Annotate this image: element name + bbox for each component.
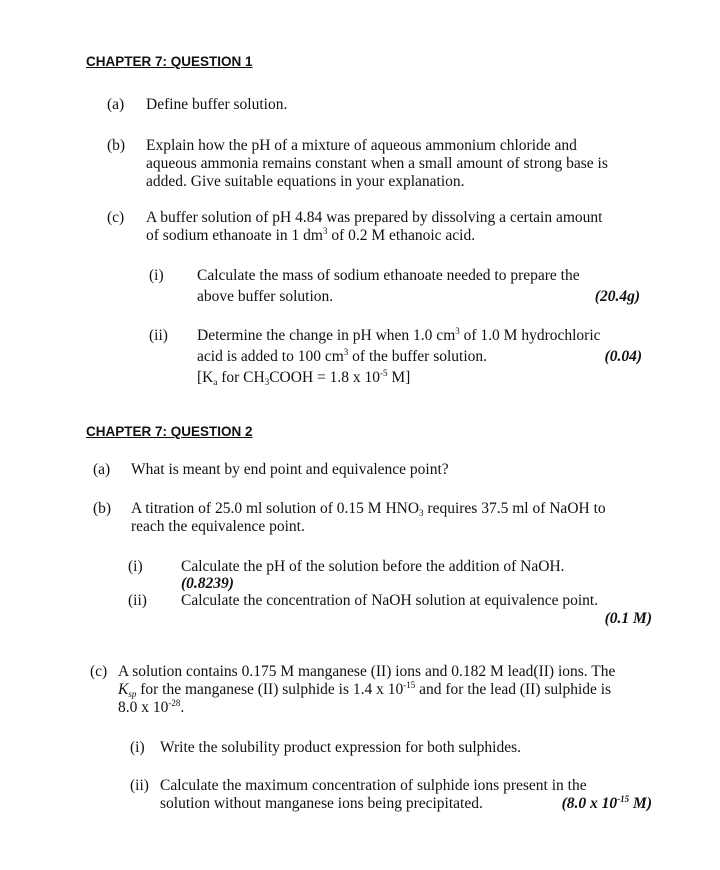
text: of 1.0 M hydrochloric (459, 327, 601, 344)
q1-b-line: Explain how the pH of a mixture of aqueous ammonium chloride and (146, 137, 577, 154)
q2-b-i-text: Calculate the pH of the solution before the addition of NaOH. (181, 558, 565, 575)
q2-b-ii-text: Calculate the concentration of NaOH solution at equivalence point. (181, 592, 599, 609)
text: M] (387, 369, 411, 386)
q1-c-ii-line (197, 348, 487, 366)
q1-c-i-line: Calculate the mass of sodium ethanoate needed to prepare the (197, 267, 580, 284)
subscript: sp (128, 689, 137, 699)
q1-c-i-line: above buffer solution. (197, 288, 334, 305)
subscript: 3 (419, 508, 424, 518)
q2-a-label: (a) (93, 461, 111, 478)
text: requires 37.5 ml of NaOH to (423, 500, 606, 517)
q2-c-line: A solution contains 0.175 M manganese (II) ions and 0.182 M lead(II) ions. The (118, 663, 616, 680)
q2-b-line (131, 500, 606, 518)
q2-b-line: reach the equivalence point. (131, 518, 305, 535)
q1-c-ii-label: (ii) (149, 327, 168, 344)
question-1-heading: CHAPTER 7: QUESTION 1 (86, 54, 253, 69)
text: of 0.2 M ethanoic acid. (327, 227, 476, 244)
q1-b-line: added. Give suitable equations in your explanation. (146, 173, 465, 190)
text: acid is added to 100 cm (197, 348, 344, 365)
q1-c-ii-line (197, 369, 410, 387)
q2-c-line (118, 699, 184, 717)
text: for CH (217, 369, 265, 386)
q2-c-label: (c) (90, 663, 108, 680)
q1-a-text: Define buffer solution. (146, 96, 288, 113)
q2-b-label: (b) (93, 500, 112, 517)
q2-c-ii-line: solution without manganese ions being precipitated. (160, 795, 483, 812)
q1-c-i-answer: (20.4g) (594, 288, 640, 305)
text: [K (197, 369, 214, 386)
subscript: a (213, 377, 218, 387)
superscript: 3 (455, 326, 460, 336)
q2-b-ii-answer: (0.1 M) (604, 610, 652, 627)
q1-b-line: aqueous ammonia remains constant when a small amount of strong base is (146, 155, 608, 172)
text: 8.0 x 10 (118, 699, 169, 716)
superscript: -28 (168, 698, 181, 708)
text: and for the lead (II) sulphide is (415, 681, 612, 698)
q1-a-label: (a) (107, 96, 125, 113)
q2-b-ii-label: (ii) (128, 592, 147, 609)
superscript: 3 (322, 226, 328, 236)
superscript: -15 (403, 680, 416, 690)
text: A titration of 25.0 ml solution of 0.15 M HNO (131, 500, 420, 517)
text: COOH = 1.8 x 10 (269, 369, 381, 386)
q2-c-ii-answer (562, 795, 652, 813)
q2-c-i-label: (i) (130, 739, 145, 756)
q2-a-text: What is meant by end point and equivalence point? (131, 461, 449, 478)
q1-b-label: (b) (107, 137, 126, 154)
text: for the manganese (II) sulphide is 1.4 x 10 (136, 681, 404, 698)
q2-c-line (118, 681, 611, 699)
text: Determine the change in pH when 1.0 cm (197, 327, 456, 344)
q2-b-i-label: (i) (128, 558, 143, 575)
subscript: 3 (264, 377, 270, 387)
q1-c-i-label: (i) (149, 267, 164, 284)
q1-c-ii-answer: (0.04) (604, 348, 642, 365)
superscript: -15 (617, 794, 630, 804)
q1-c-line: A buffer solution of pH 4.84 was prepared by dissolving a certain amount (146, 209, 603, 226)
q2-c-ii-line: Calculate the maximum concentration of sulphide ions present in the (160, 777, 587, 794)
q1-c-ii-line (197, 327, 601, 345)
text: . (180, 699, 185, 716)
superscript: 3 (343, 347, 349, 357)
q2-b-i-answer: (0.8239) (181, 575, 234, 592)
text: of sodium ethanoate in 1 dm (146, 227, 323, 244)
q2-c-ii-label: (ii) (130, 777, 149, 794)
text: of the buffer solution. (348, 348, 488, 365)
q1-c-label: (c) (107, 209, 125, 226)
q2-c-i-text: Write the solubility product expression for both sulphides. (160, 739, 521, 756)
q1-c-line (146, 227, 475, 245)
text: (8.0 x 10 (561, 795, 618, 812)
text: M) (629, 795, 652, 812)
superscript: -5 (380, 368, 388, 378)
text: K (118, 681, 129, 698)
question-2-heading: CHAPTER 7: QUESTION 2 (86, 424, 253, 439)
